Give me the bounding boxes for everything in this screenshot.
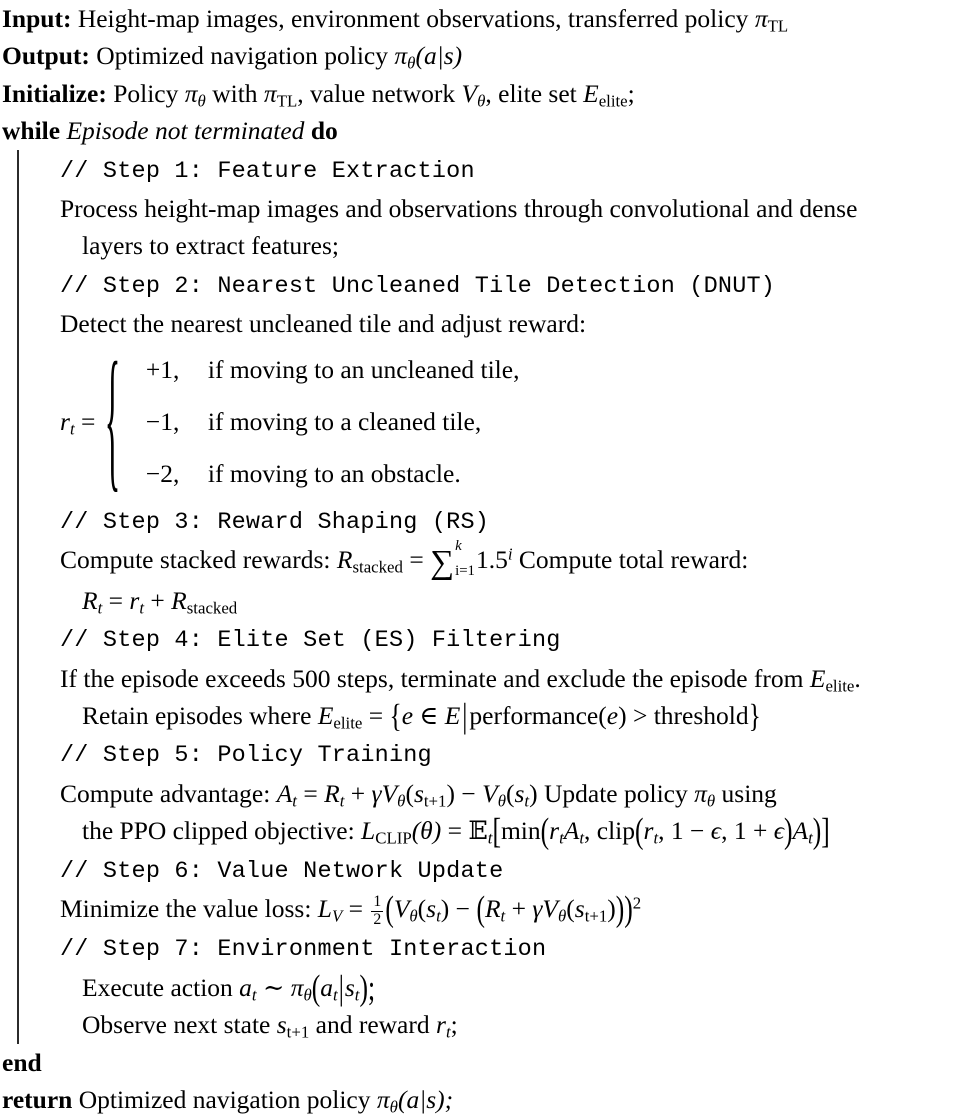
advantage-equals: =	[296, 778, 325, 808]
advantage-plus: +	[344, 778, 372, 808]
initialize-elite-set-subscript: elite	[598, 91, 628, 111]
value-fn-open-b: (	[566, 894, 575, 924]
initialize-line	[0, 75, 962, 112]
step-6-body-line-1	[17, 887, 962, 930]
initialize-label: Initialize:	[2, 78, 107, 108]
input-pi-symbol: π	[754, 4, 768, 33]
large-brace-glyph: {	[105, 330, 121, 508]
value-loss-open-paren-2: (	[476, 887, 485, 930]
action-symbol-2: a	[320, 972, 334, 1002]
output-pi-symbol: π	[394, 41, 408, 71]
step-1-body-line-1	[17, 190, 962, 227]
step-1-body-text-1: Process height-map images and observations through convolutional and dense	[60, 194, 858, 224]
step-7-body-line-1	[17, 966, 962, 1008]
state-symbol-b: s	[574, 894, 585, 924]
loss-clip-symbol: L	[361, 816, 376, 846]
state-subscript-a: t	[436, 906, 441, 926]
stacked-reward-tail: Compute total reward:	[512, 545, 749, 575]
stacked-term-subscript: stacked	[186, 598, 238, 618]
step-7-body-line-2	[17, 1006, 962, 1043]
episode-variable: e	[401, 701, 414, 731]
observe-state-line	[60, 1010, 458, 1042]
value-fn-symbol-1: V	[381, 778, 398, 808]
output-pi-subscript: θ	[407, 54, 416, 74]
loss-clip-subscript: CLIP	[375, 828, 412, 848]
episode-set-symbol: E	[444, 701, 461, 731]
greater-than-symbol: >	[626, 701, 654, 731]
stacked-reward-exponent: i	[507, 544, 513, 564]
threshold-label: threshold	[653, 701, 749, 731]
output-policy-args: (a|s)	[415, 41, 463, 71]
set-open-brace: {	[389, 696, 402, 735]
value-loss-close-paren-2: )	[615, 887, 625, 930]
set-close-brace: }	[748, 696, 761, 735]
value-fn-subscript-2: θ	[497, 791, 506, 811]
step-6-comment	[17, 850, 962, 890]
total-reward-plus: +	[144, 585, 172, 615]
stacked-reward-equals: =	[402, 545, 431, 575]
reward-case-row	[146, 344, 520, 396]
epsilon-symbol-2: ϵ	[773, 816, 784, 846]
total-reward-formula	[60, 585, 238, 618]
state-symbol-1: s	[413, 778, 424, 808]
stacked-term-symbol: R	[171, 585, 187, 615]
execute-action-line	[60, 966, 376, 1008]
total-reward-symbol: R	[82, 585, 98, 615]
advantage-symbol-2: A	[792, 816, 809, 846]
elite-set-symbol-2: E	[317, 701, 334, 731]
elite-filter-period: .	[854, 663, 861, 693]
reward-case-value: −2,	[145, 458, 180, 488]
input-pi-subscript: TL	[767, 16, 789, 36]
end-line	[0, 1044, 962, 1081]
state-subscript-b: t+1	[584, 906, 608, 926]
return-symbol: R	[324, 778, 340, 808]
one-minus-text: 1 −	[670, 816, 711, 846]
using-text: using	[715, 778, 777, 808]
action-symbol: a	[239, 972, 252, 1002]
value-loss-lead: Minimize the value loss:	[60, 894, 318, 924]
ppo-comma-2: ,	[658, 816, 671, 846]
step-1-body-line-2	[17, 227, 962, 264]
initialize-value-network: V	[461, 78, 478, 108]
step-5-comment-text: // Step 5: Policy Training	[60, 742, 432, 770]
reward-equals: =	[74, 406, 96, 436]
elite-set-subscript: elite	[825, 676, 855, 696]
reward-case-row	[146, 448, 520, 500]
return-pi-subscript: θ	[389, 1097, 398, 1117]
ppo-open-bracket: [	[492, 810, 501, 852]
while-line	[0, 112, 962, 149]
output-line	[0, 37, 962, 74]
elite-set-definition	[60, 695, 761, 736]
input-text: Height-map images, environment observations, transferred policy	[77, 4, 755, 33]
policy-pi-symbol: π	[694, 778, 707, 808]
initialize-pi-tl-subscript: TL	[276, 91, 298, 111]
step-4-comment	[17, 619, 962, 659]
total-reward-subscript: t	[97, 598, 103, 618]
step-1-comment-text: // Step 1: Feature Extraction	[60, 157, 475, 185]
value-fn-symbol-a: V	[393, 894, 410, 924]
fraction-denominator: 2	[373, 910, 382, 928]
min-close-paren: )	[812, 810, 822, 852]
step-2-comment	[17, 265, 962, 305]
policy-subscript: θ	[303, 985, 312, 1005]
observe-mid-text: and reward	[309, 1010, 436, 1040]
performance-function-name: performance	[469, 701, 599, 731]
state-subscript-c: t	[354, 985, 360, 1005]
elite-filter-text-1: If the episode exceeds 500 steps, terminate and exclude the episode from	[60, 663, 810, 693]
stacked-reward-symbol: R	[336, 545, 353, 575]
clip-open-paren: (	[635, 810, 644, 852]
epsilon-symbol-1: ϵ	[710, 816, 722, 846]
value-loss-open-paren: (	[385, 887, 394, 930]
advantage-symbol: A	[276, 778, 293, 808]
return-keyword: return	[2, 1084, 73, 1114]
value-fn-close-2: )	[529, 778, 538, 808]
value-fn-symbol-b: V	[542, 894, 558, 924]
ppo-lead-text: the PPO clipped objective:	[82, 816, 362, 846]
value-fn-close-a: )	[440, 894, 450, 924]
return-line	[0, 1081, 962, 1118]
value-loss-equals: =	[342, 894, 370, 924]
state-subscript-1: t+1	[423, 791, 447, 811]
value-fn-open-2: (	[505, 778, 515, 808]
step-4-comment-text: // Step 4: Elite Set (ES) Filtering	[60, 627, 561, 655]
initialize-text-1: Policy	[113, 78, 185, 108]
initialize-pi-theta-subscript: θ	[197, 91, 206, 111]
policy-pi-subscript: θ	[706, 791, 716, 811]
return-pi-symbol: π	[376, 1084, 390, 1114]
advantage-minus: −	[454, 778, 483, 808]
value-fn-close-1: )	[446, 778, 455, 808]
total-reward-equals: =	[102, 585, 130, 615]
advantage-subscript-1: t	[579, 828, 585, 848]
return-policy-args: (a|s);	[397, 1084, 454, 1114]
summation-lower-limit: i=1	[455, 563, 475, 580]
reward-case-value: +1,	[145, 354, 180, 384]
update-policy-text: Update policy	[537, 778, 695, 808]
ratio-subscript-1: t	[559, 828, 564, 848]
initialize-pi-theta: π	[184, 78, 198, 108]
state-subscript-2: t	[524, 791, 530, 811]
stacked-reward-subscript: stacked	[352, 557, 403, 577]
value-loss-minus: −	[449, 894, 477, 924]
while-condition: Episode not terminated	[66, 116, 305, 146]
return-subscript: t	[339, 791, 345, 811]
reward-symbol: r	[60, 406, 70, 436]
next-state-subscript: t+1	[286, 1022, 310, 1042]
ratio-symbol-1: r	[549, 816, 560, 846]
return-subscript-b: t	[500, 906, 506, 926]
fraction-numerator: 1	[373, 893, 382, 911]
value-fn-open-a: (	[417, 894, 427, 924]
reward-cases-lhs	[60, 403, 101, 440]
loss-clip-equals: =	[441, 816, 469, 846]
performance-argument: e	[606, 701, 619, 731]
initialize-value-network-subscript: θ	[477, 91, 486, 111]
reward-cases-list	[132, 344, 520, 500]
policy-open-paren: (	[311, 966, 321, 1008]
initialize-text-5: ;	[627, 78, 635, 108]
input-line	[0, 0, 962, 37]
ratio-symbol-2: r	[643, 816, 654, 846]
performance-open-paren: (	[598, 701, 607, 731]
expectation-subscript: t	[487, 828, 493, 848]
observed-reward-subscript: t	[445, 1022, 451, 1042]
reward-case-condition: if moving to a cleaned tile,	[207, 406, 482, 436]
performance-close-paren: )	[618, 701, 627, 731]
one-half-fraction	[371, 894, 383, 928]
summation-limits	[455, 538, 475, 581]
policy-symbol: π	[290, 972, 304, 1002]
return-symbol-b: R	[484, 894, 501, 924]
summation-upper-limit: k	[455, 538, 462, 555]
step-7-comment-text: // Step 7: Environment Interaction	[60, 936, 547, 964]
step-1-body-text-2: layers to extract features;	[82, 231, 339, 261]
elite-set-subscript-2: elite	[333, 713, 363, 733]
step-3-body-line-1	[17, 538, 962, 582]
value-fn-subscript-b: θ	[557, 906, 567, 926]
step-3-body-line-2	[17, 582, 962, 619]
advantage-lead: Compute advantage:	[60, 778, 277, 808]
observed-reward-symbol: r	[436, 1010, 446, 1040]
state-symbol-2: s	[514, 778, 525, 808]
loss-clip-argument: (θ)	[411, 816, 442, 846]
initialize-text-4: , elite set	[485, 78, 584, 108]
step-4-body-line-2	[17, 697, 962, 734]
value-loss-subscript: V	[331, 906, 343, 926]
return-text: Optimized navigation policy	[78, 1084, 377, 1114]
value-fn-close-b: )	[607, 894, 616, 924]
step-2-body-text-1: Detect the nearest uncleaned tile and adjust reward:	[60, 309, 587, 339]
initialize-elite-set: E	[583, 78, 599, 108]
expectation-symbol: 𝔼	[468, 816, 488, 846]
gamma-symbol: γ	[371, 778, 382, 808]
element-of-symbol: ∈	[413, 701, 445, 731]
reward-case-row	[146, 396, 520, 448]
elite-set-symbol: E	[809, 663, 826, 693]
step-2-comment-text: // Step 2: Nearest Uncleaned Tile Detection (DNUT)	[60, 272, 776, 300]
value-loss-close-paren: )	[624, 887, 633, 930]
value-loss-symbol: L	[317, 894, 332, 924]
value-loss-plus: +	[505, 894, 533, 924]
step-3-comment-text: // Step 3: Reward Shaping (RS)	[60, 508, 490, 536]
initialize-text-2: with	[205, 78, 264, 108]
advantage-symbol-1: A	[563, 816, 580, 846]
ppo-close-bracket: ]	[821, 810, 830, 852]
action-subscript: t	[251, 985, 257, 1005]
execute-action-lead: Execute action	[82, 972, 240, 1002]
summation-glyph: ∑	[430, 544, 455, 582]
ppo-objective-formula	[60, 810, 830, 852]
observe-end-semicolon: ;	[450, 1010, 458, 1040]
state-symbol-a: s	[426, 894, 437, 924]
clip-close-paren: )	[784, 810, 793, 852]
ratio-subscript-2: t	[653, 828, 659, 848]
next-state-symbol: s	[276, 1010, 287, 1040]
reward-symbol-subscript: t	[69, 419, 75, 439]
step-reward-subscript: t	[139, 598, 145, 618]
step-reward-symbol: r	[129, 585, 140, 615]
state-symbol-c: s	[344, 972, 355, 1002]
step-2-body-line-1	[17, 305, 962, 342]
input-label: Input:	[2, 4, 72, 33]
step-3-comment	[17, 501, 962, 541]
reward-case-value: −1,	[145, 406, 180, 436]
step-6-comment-text: // Step 6: Value Network Update	[60, 857, 504, 885]
output-text: Optimized navigation policy	[96, 41, 395, 71]
value-fn-subscript-a: θ	[409, 906, 418, 926]
elite-retain-text: Retain episodes where	[82, 701, 318, 731]
action-subscript-2: t	[333, 985, 338, 1005]
value-loss-exponent: 2	[632, 893, 642, 913]
reward-case-condition: if moving to an uncleaned tile,	[207, 354, 520, 384]
step-1-comment	[17, 150, 962, 190]
ppo-comma-1: ,	[584, 816, 597, 846]
min-operator: min	[500, 816, 541, 846]
advantage-subscript-2: t	[808, 828, 813, 848]
step-4-body-line-1	[17, 660, 962, 697]
one-plus-text: 1 +	[733, 816, 774, 846]
while-keyword: while	[2, 116, 61, 146]
stacked-reward-lead: Compute stacked rewards:	[60, 545, 337, 575]
value-fn-open-1: (	[405, 778, 414, 808]
conditional-bar: |	[338, 967, 344, 1007]
initialize-pi-tl: π	[263, 78, 277, 108]
observe-lead: Observe next state	[82, 1010, 277, 1040]
set-builder-bar: |	[462, 695, 468, 736]
do-keyword: do	[310, 116, 338, 146]
min-open-paren: (	[540, 810, 550, 852]
stacked-reward-base: 1.5	[475, 545, 508, 575]
summation-operator	[430, 538, 475, 582]
step-5-body-line-2	[17, 810, 962, 852]
reward-case-condition: if moving to an obstacle.	[207, 458, 461, 488]
initialize-text-3: , value network	[297, 78, 462, 108]
gamma-symbol-b: γ	[532, 894, 543, 924]
clip-operator: clip	[596, 816, 636, 846]
end-keyword: end	[2, 1047, 42, 1077]
value-fn-subscript-1: θ	[397, 791, 406, 811]
output-label: Output:	[2, 41, 90, 71]
elite-set-equals: =	[362, 701, 390, 731]
ppo-comma-3: ,	[721, 816, 734, 846]
value-fn-symbol-2: V	[482, 778, 498, 808]
advantage-subscript: t	[292, 791, 297, 811]
step-7-comment	[17, 928, 962, 968]
policy-close-paren: );	[359, 966, 376, 1008]
distributed-as-symbol: ∼	[256, 972, 291, 1002]
step-5-comment	[17, 734, 962, 774]
reward-cases-block	[17, 330, 962, 508]
